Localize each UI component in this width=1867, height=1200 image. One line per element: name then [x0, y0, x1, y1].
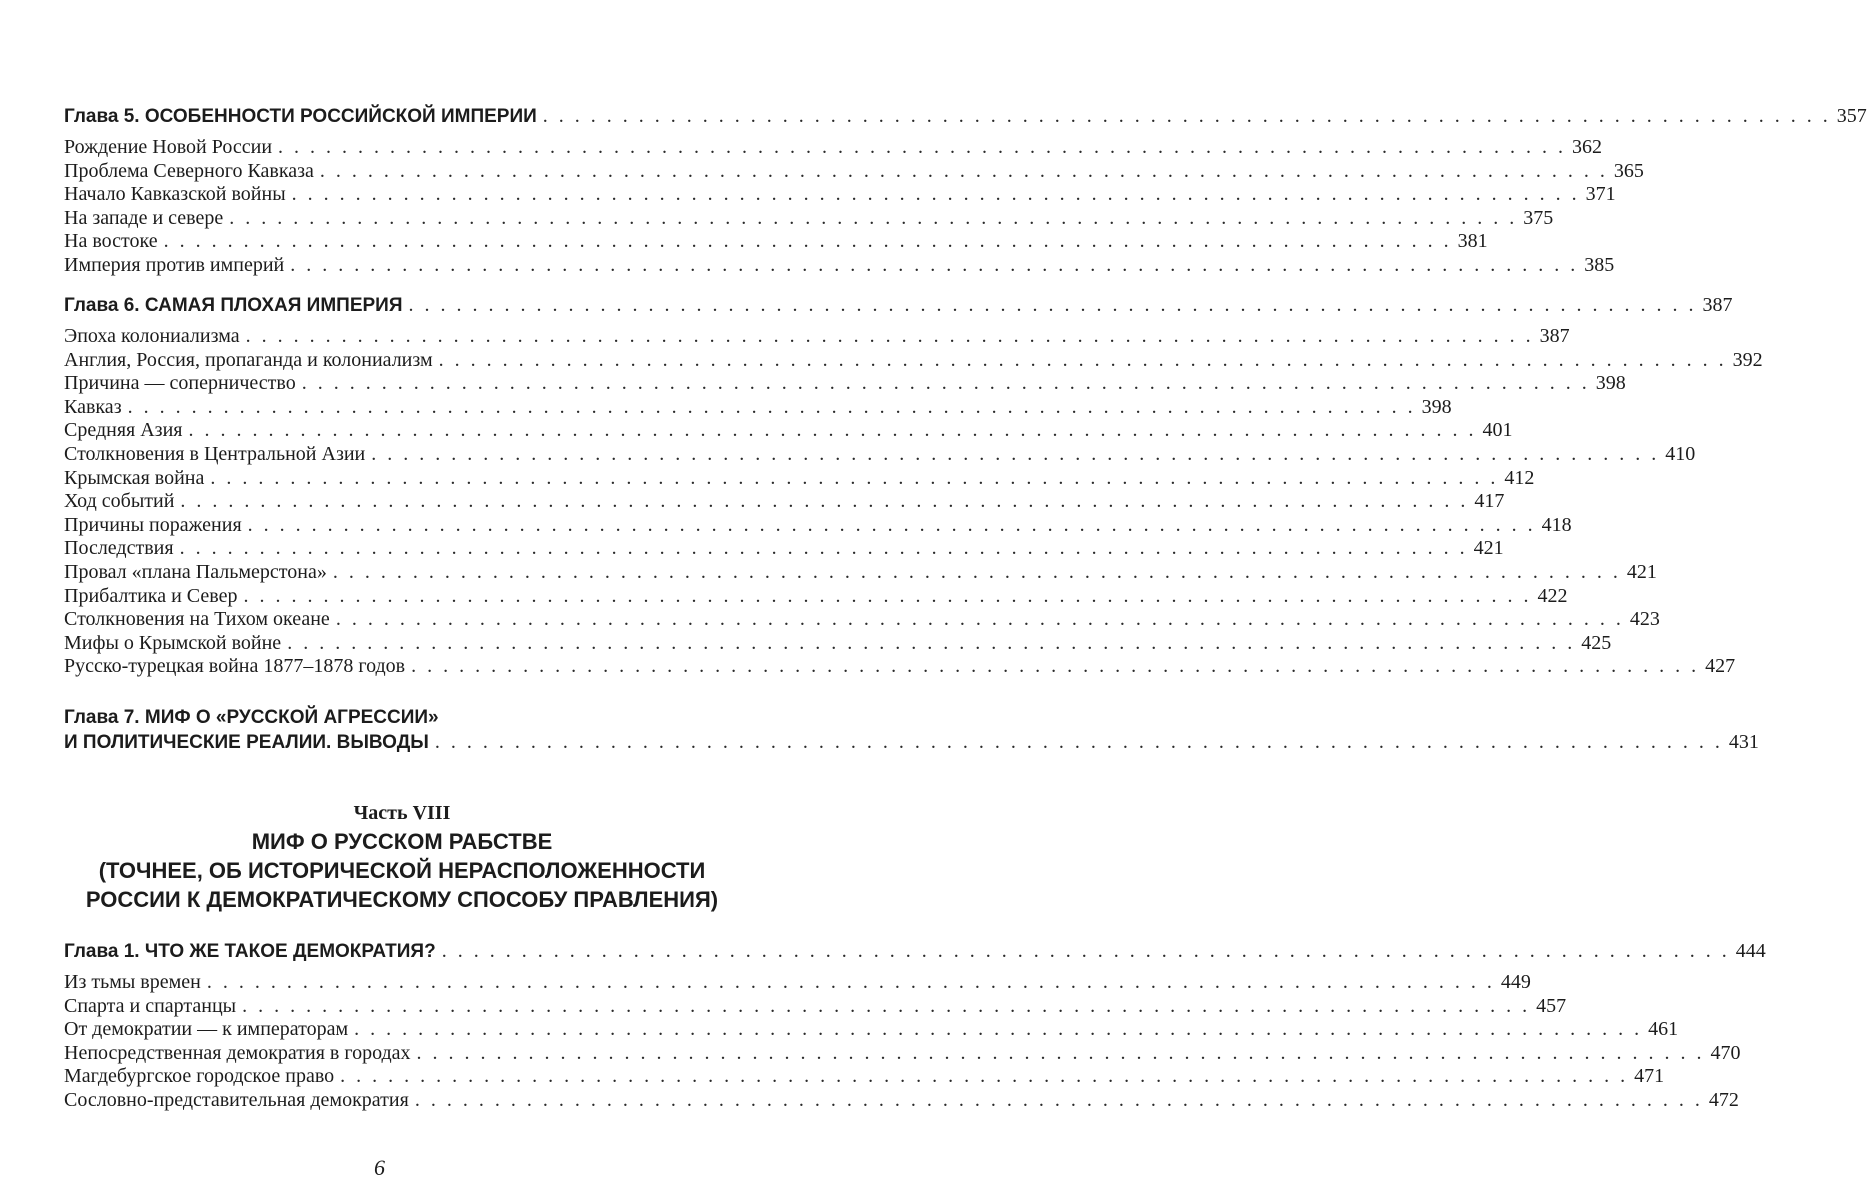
entry-title: Проблема Северного Кавказа: [64, 159, 314, 182]
page-ref: 425: [1581, 631, 1612, 654]
page-ref: 392: [1732, 348, 1763, 371]
part-subtitle-line-2: РОССИИ К ДЕМОКРАТИЧЕСКОМУ СПОСОБУ ПРАВЛЕНИЯ): [85, 887, 719, 912]
toc-section-chapter-7: [64, 705, 1759, 755]
toc-entry: [64, 513, 1572, 538]
page-ref: 421: [1473, 537, 1504, 560]
entry-title: Столкновения на Тихом океане: [64, 608, 330, 631]
toc-entry: [64, 442, 1696, 467]
dot-leader: . . . . . . . . . . . . . . . . . . . . . . . . . . . . . . . . . . . . . . . . . . . . . . . . . . . . . . . . . . . . . . . . . . . . . . . . . . . . . . . . .: [340, 1065, 1629, 1088]
part-title: МИФ О РУССКОМ РАБСТВЕ: [251, 829, 553, 854]
page-number: 6: [374, 1155, 385, 1180]
toc-entry: [64, 466, 1535, 491]
page-ref: 381: [1457, 230, 1488, 253]
dot-leader: . . . . . . . . . . . . . . . . . . . . . . . . . . . . . . . . . . . . . . . . . . . . . . . . . . . . . . . . . . . . . . . . . . . . . . . . . . . . . . . . .: [229, 206, 1518, 229]
toc-entry: [64, 1041, 1741, 1066]
toc-entry: [64, 631, 1612, 656]
toc-entry: [64, 419, 1513, 443]
chapter-title: Глава 5. ОСОБЕННОСТИ РОССИЙСКОЙ ИМПЕРИИ: [64, 106, 537, 127]
dot-leader: . . . . . . . . . . . . . . . . . . . . . . . . . . . . . . . . . . . . . . . . . . . . . . . . . . . . . . . . . . . . . . . . . . . . . . . . . . . . . . . . .: [127, 395, 1416, 418]
entry-title: Причина — соперничество: [64, 372, 296, 395]
page-ref: 444: [1735, 940, 1766, 962]
chapter-title-continued: И ПОЛИТИЧЕСКИЕ РЕАЛИИ. ВЫВОДЫ: [64, 732, 429, 753]
page-ref: 387: [1702, 294, 1733, 316]
toc-entry: [64, 230, 1488, 254]
toc-entry: [64, 1088, 1739, 1113]
toc-entry: [64, 537, 1504, 561]
entry-title: Прибалтика и Север: [64, 584, 238, 607]
toc-entry: [64, 136, 1603, 160]
toc-chapter-heading: [64, 293, 1733, 318]
page-ref: 398: [1595, 372, 1626, 395]
page-ref: 371: [1585, 183, 1616, 206]
toc-entry: [64, 348, 1763, 373]
toc-section-chapter-6: [64, 293, 1763, 679]
toc-chapter-heading: [64, 939, 1766, 964]
entry-title: От демократии — к императорам: [64, 1018, 349, 1041]
toc-entry: [64, 994, 1567, 1019]
dot-leader: . . . . . . . . . . . . . . . . . . . . . . . . . . . . . . . . . . . . . . . . . . . . . . . . . . . . . . . . . . . . . . . . . . . . . . . . . . . . . . . . .: [301, 372, 1590, 395]
dot-leader: . . . . . . . . . . . . . . . . . . . . . . . . . . . . . . . . . . . . . . . . . . . . . . . . . . . . . . . . . . . . . . . . . . . . . . . . . . . . . . . . .: [287, 631, 1576, 654]
page-ref: 357: [1836, 105, 1867, 127]
toc-entry: [64, 253, 1615, 278]
toc-entry: [64, 206, 1554, 231]
page-ref: 421: [1626, 560, 1657, 583]
dot-leader: . . . . . . . . . . . . . . . . . . . . . . . . . . . . . . . . . . . . . . . . . . . . . . . . . . . . . . . . . . . . . . . . . . . . . . . . . . . . . . . . .: [290, 253, 1579, 276]
dot-leader: . . . . . . . . . . . . . . . . . . . . . . . . . . . . . . . . . . . . . . . . . . . . . . . . . . . . . . . . . . . . . . . . . . . . . . . . . . . . . . . . .: [354, 1018, 1643, 1041]
toc-entry: [64, 395, 1452, 420]
dot-leader: . . . . . . . . . . . . . . . . . . . . . . . . . . . . . . . . . . . . . . . . . . . . . . . . . . . . . . . . . . . . . . . . . . . . . . . . . . . . . . . . .: [247, 513, 1536, 536]
dot-leader: . . . . . . . . . . . . . . . . . . . . . . . . . . . . . . . . . . . . . . . . . . . . . . . . . . . . . . . . . . . . . . . . . . . . . . . . . . . . . . . . .: [411, 655, 1700, 678]
entry-title: На востоке: [64, 230, 158, 253]
page-ref: 422: [1537, 584, 1568, 607]
chapter-title: Глава 1. ЧТО ЖЕ ТАКОЕ ДЕМОКРАТИЯ?: [64, 941, 436, 962]
dot-leader: . . . . . . . . . . . . . . . . . . . . . . . . . . . . . . . . . . . . . . . . . . . . . . . . . . . . . . . . . . . . . . . . . . . . . . . . . . . . . . . . .: [408, 294, 1697, 316]
entry-title: Ход событий: [64, 490, 175, 513]
dot-leader: . . . . . . . . . . . . . . . . . . . . . . . . . . . . . . . . . . . . . . . . . . . . . . . . . . . . . . . . . . . . . . . . . . . . . . . . . . . . . . . . .: [319, 159, 1608, 182]
dot-leader: . . . . . . . . . . . . . . . . . . . . . . . . . . . . . . . . . . . . . . . . . . . . . . . . . . . . . . . . . . . . . . . . . . . . . . . . . . . . . . . . .: [163, 230, 1452, 253]
dot-leader: . . . . . . . . . . . . . . . . . . . . . . . . . . . . . . . . . . . . . . . . . . . . . . . . . . . . . . . . . . . . . . . . . . . . . . . . . . . . . . . . .: [371, 442, 1660, 465]
toc-section-chapter-5: [64, 104, 1867, 278]
entry-title: Рождение Новой России: [64, 136, 273, 158]
page-ref: 423: [1629, 608, 1660, 631]
page-ref: 412: [1504, 466, 1535, 489]
page-ref: 472: [1708, 1088, 1739, 1111]
entry-title: Из тьмы времен: [64, 971, 201, 993]
part-label: Часть VIII: [353, 802, 451, 824]
dot-leader: . . . . . . . . . . . . . . . . . . . . . . . . . . . . . . . . . . . . . . . . . . . . . . . . . . . . . . . . . . . . . . . . . . . . . . . . . . . . . . . . .: [179, 537, 1468, 560]
page-ref: 471: [1634, 1065, 1665, 1088]
entry-title: Мифы о Крымской войне: [64, 631, 282, 654]
dot-leader: . . . . . . . . . . . . . . . . . . . . . . . . . . . . . . . . . . . . . . . . . . . . . . . . . . . . . . . . . . . . . . . . . . . . . . . . . . . . . . . . .: [291, 183, 1580, 206]
part-heading: [64, 799, 740, 914]
dot-leader: . . . . . . . . . . . . . . . . . . . . . . . . . . . . . . . . . . . . . . . . . . . . . . . . . . . . . . . . . . . . . . . . . . . . . . . . . . . . . . . . .: [278, 136, 1567, 158]
toc-chapter-heading-line-2: [64, 730, 1759, 755]
entry-title: Англия, Россия, пропаганда и колониализм: [64, 348, 433, 371]
page-ref: 461: [1648, 1018, 1679, 1041]
dot-leader: . . . . . . . . . . . . . . . . . . . . . . . . . . . . . . . . . . . . . . . . . . . . . . . . . . . . . . . . . . . . . . . . . . . . . . . . . . . . . . . . .: [206, 971, 1495, 993]
toc-entry: [64, 183, 1616, 207]
entry-title: Последствия: [64, 537, 174, 560]
dot-leader: . . . . . . . . . . . . . . . . . . . . . . . . . . . . . . . . . . . . . . . . . . . . . . . . . . . . . . . . . . . . . . . . . . . . . . . . . . . . . . . . .: [245, 325, 1534, 347]
page-ref: 457: [1536, 994, 1567, 1017]
page-ref: 410: [1665, 442, 1696, 465]
toc-entry: [64, 584, 1568, 609]
page-ref: 387: [1539, 325, 1570, 347]
toc-entry: [64, 325, 1570, 349]
toc-entry: [64, 372, 1626, 396]
dot-leader: . . . . . . . . . . . . . . . . . . . . . . . . . . . . . . . . . . . . . . . . . . . . . . . . . . . . . . . . . . . . . . . . . . . . . . . . . . . . . . . . .: [441, 940, 1730, 962]
dot-leader: . . . . . . . . . . . . . . . . . . . . . . . . . . . . . . . . . . . . . . . . . . . . . . . . . . . . . . . . . . . . . . . . . . . . . . . . . . . . . . . . .: [438, 348, 1727, 371]
toc-entry: [64, 1065, 1665, 1089]
entry-title: Магдебургское городское право: [64, 1065, 335, 1088]
entry-title: Империя против империй: [64, 253, 285, 276]
chapter-title: Глава 7. МИФ О «РУССКОЙ АГРЕССИИ»: [64, 707, 439, 728]
entry-title: На западе и севере: [64, 206, 224, 229]
page-ref: 401: [1482, 419, 1513, 442]
dot-leader: . . . . . . . . . . . . . . . . . . . . . . . . . . . . . . . . . . . . . . . . . . . . . . . . . . . . . . . . . . . . . . . . . . . . . . . . . . . . . . . . .: [335, 608, 1624, 631]
page-ref: 470: [1710, 1041, 1741, 1064]
dot-leader: . . . . . . . . . . . . . . . . . . . . . . . . . . . . . . . . . . . . . . . . . . . . . . . . . . . . . . . . . . . . . . . . . . . . . . . . . . . . . . . . .: [188, 419, 1477, 442]
entry-title: Причины поражения: [64, 513, 242, 536]
page-ref: 362: [1572, 136, 1603, 158]
page-ref: 375: [1523, 206, 1554, 229]
page-ref: 398: [1421, 395, 1452, 418]
entry-title: Непосредственная демократия в городах: [64, 1041, 411, 1064]
dot-leader: . . . . . . . . . . . . . . . . . . . . . . . . . . . . . . . . . . . . . . . . . . . . . . . . . . . . . . . . . . . . . . . . . . . . . . . . . . . . . . . . .: [242, 994, 1531, 1017]
toc-entry: [64, 608, 1660, 632]
chapter-title: Глава 6. САМАЯ ПЛОХАЯ ИМПЕРИЯ: [64, 295, 403, 316]
part-subtitle-line-1: (ТОЧНЕЕ, ОБ ИСТОРИЧЕСКОЙ НЕРАСПОЛОЖЕННОСТИ: [98, 858, 706, 883]
dot-leader: . . . . . . . . . . . . . . . . . . . . . . . . . . . . . . . . . . . . . . . . . . . . . . . . . . . . . . . . . . . . . . . . . . . . . . . . . . . . . . . . .: [332, 560, 1621, 583]
toc-entry: [64, 1018, 1679, 1042]
entry-title: Крымская война: [64, 466, 205, 489]
page-ref: 449: [1500, 971, 1531, 993]
entry-title: Начало Кавказской войны: [64, 183, 286, 206]
toc-entry: [64, 655, 1736, 679]
entry-title: Столкновения в Центральной Азии: [64, 442, 366, 465]
entry-title: Русско-турецкая война 1877–1878 годов: [64, 655, 406, 678]
page-ref: 385: [1584, 253, 1615, 276]
toc-chapter-heading-line-1: [64, 705, 740, 730]
dot-leader: . . . . . . . . . . . . . . . . . . . . . . . . . . . . . . . . . . . . . . . . . . . . . . . . . . . . . . . . . . . . . . . . . . . . . . . . . . . . . . . . .: [243, 584, 1532, 607]
dot-leader: . . . . . . . . . . . . . . . . . . . . . . . . . . . . . . . . . . . . . . . . . . . . . . . . . . . . . . . . . . . . . . . . . . . . . . . . . . . . . . . . .: [180, 490, 1469, 513]
entry-title: Провал «плана Пальмерстона»: [64, 560, 327, 583]
entry-title: Кавказ: [64, 395, 122, 418]
entry-title: Спарта и спартанцы: [64, 994, 237, 1017]
toc-chapter-heading: [64, 104, 1867, 129]
entry-title: Эпоха колониализма: [64, 325, 240, 347]
toc-section-part-8-chapter-1: [64, 939, 1766, 1113]
entry-title: Средняя Азия: [64, 419, 183, 442]
toc-entry: [64, 971, 1531, 995]
dot-leader: . . . . . . . . . . . . . . . . . . . . . . . . . . . . . . . . . . . . . . . . . . . . . . . . . . . . . . . . . . . . . . . . . . . . . . . . . . . . . . . . .: [434, 731, 1723, 753]
toc-entry: [64, 560, 1657, 585]
dot-leader: . . . . . . . . . . . . . . . . . . . . . . . . . . . . . . . . . . . . . . . . . . . . . . . . . . . . . . . . . . . . . . . . . . . . . . . . . . . . . . . . .: [542, 105, 1831, 127]
page-ref: 417: [1474, 490, 1505, 513]
dot-leader: . . . . . . . . . . . . . . . . . . . . . . . . . . . . . . . . . . . . . . . . . . . . . . . . . . . . . . . . . . . . . . . . . . . . . . . . . . . . . . . . .: [210, 466, 1499, 489]
dot-leader: . . . . . . . . . . . . . . . . . . . . . . . . . . . . . . . . . . . . . . . . . . . . . . . . . . . . . . . . . . . . . . . . . . . . . . . . . . . . . . . . .: [416, 1041, 1705, 1064]
page-ref: 365: [1613, 159, 1644, 182]
entry-title: Сословно-представительная демократия: [64, 1088, 409, 1111]
page-ref: 418: [1541, 513, 1572, 536]
page-ref: 427: [1705, 655, 1736, 678]
toc-entry: [64, 159, 1644, 184]
page-ref: 431: [1728, 731, 1759, 753]
dot-leader: . . . . . . . . . . . . . . . . . . . . . . . . . . . . . . . . . . . . . . . . . . . . . . . . . . . . . . . . . . . . . . . . . . . . . . . . . . . . . . . . .: [414, 1088, 1703, 1111]
toc-entry: [64, 490, 1505, 514]
